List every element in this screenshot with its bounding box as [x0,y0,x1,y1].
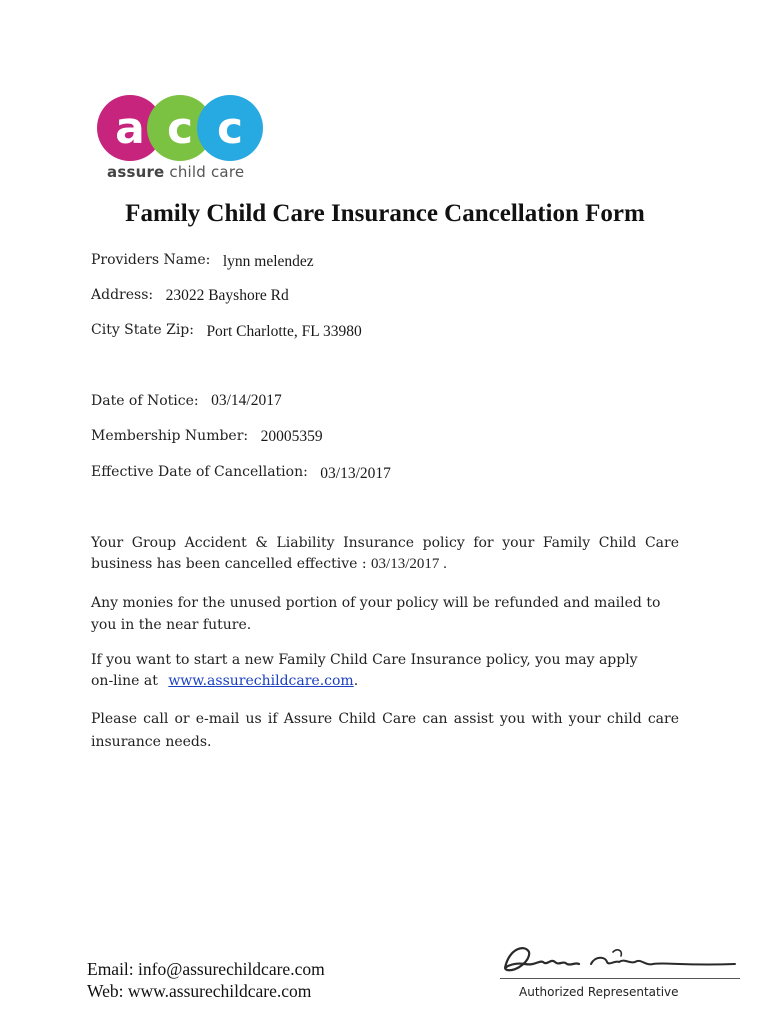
paragraph-cancellation-date: 03/13/2017 . [371,556,447,572]
paragraph-new-policy [91,650,679,692]
city-state-zip-label: City State Zip: [91,322,194,338]
footer-email: Email: info@assurechildcare.com [87,959,325,979]
logo-letter-a: a [115,103,145,154]
paragraph-new-policy-prefix: on-line at [91,673,158,689]
address-label: Address: [91,287,154,303]
address-row [91,286,289,304]
date-of-notice-row [91,392,282,410]
effective-date-label: Effective Date of Cancellation: [91,464,308,480]
membership-number-row [91,427,323,445]
effective-date-row [91,463,391,481]
logo-tagline-bold: assure [107,163,165,181]
logo-tagline-rest: child care [169,163,245,181]
signature-line [500,978,740,979]
signature-image [495,938,745,982]
membership-number-value: 20005359 [260,428,323,445]
paragraph-cancellation [91,533,679,575]
logo-letter-c1: c [166,103,194,154]
logo-tagline [107,163,244,181]
date-of-notice-value: 03/14/2017 [211,392,282,409]
effective-date-value: 03/13/2017 [320,465,391,482]
logo-letter-c2: c [216,103,244,154]
paragraph-new-policy-line1: If you want to start a new Family Child Care Insurance policy, you may apply [91,652,638,668]
date-of-notice-label: Date of Notice: [91,393,199,409]
paragraph-cancellation-text: Your Group Accident & Liability Insurance policy for your Family Child Care business has been cancelled effective : [91,535,679,572]
paragraph-refund: Any monies for the unused portion of your policy will be refunded and mailed to you in the near future. [91,595,661,633]
city-state-zip-value: Port Charlotte, FL 33980 [206,323,362,340]
paragraph-contact: Please call or e-mail us if Assure Child Care can assist you with your child care insurance needs. [91,711,679,750]
website-link[interactable]: www.assurechildcare.com [168,673,354,689]
form-title: Family Child Care Insurance Cancellation Form [125,200,645,227]
provider-name-label: Providers Name: [91,252,211,268]
footer-contact [87,958,325,1002]
city-state-zip-row [91,321,362,339]
membership-number-label: Membership Number: [91,428,249,444]
footer-web: Web: www.assurechildcare.com [87,981,312,1001]
provider-name-row [91,251,314,269]
signature-label: Authorized Representative [519,985,679,999]
provider-name-value: lynn melendez [222,253,314,270]
address-value: 23022 Bayshore Rd [165,287,289,304]
paragraph-new-policy-suffix: . [353,673,359,689]
paragraph-new-policy-line2 [91,671,679,692]
